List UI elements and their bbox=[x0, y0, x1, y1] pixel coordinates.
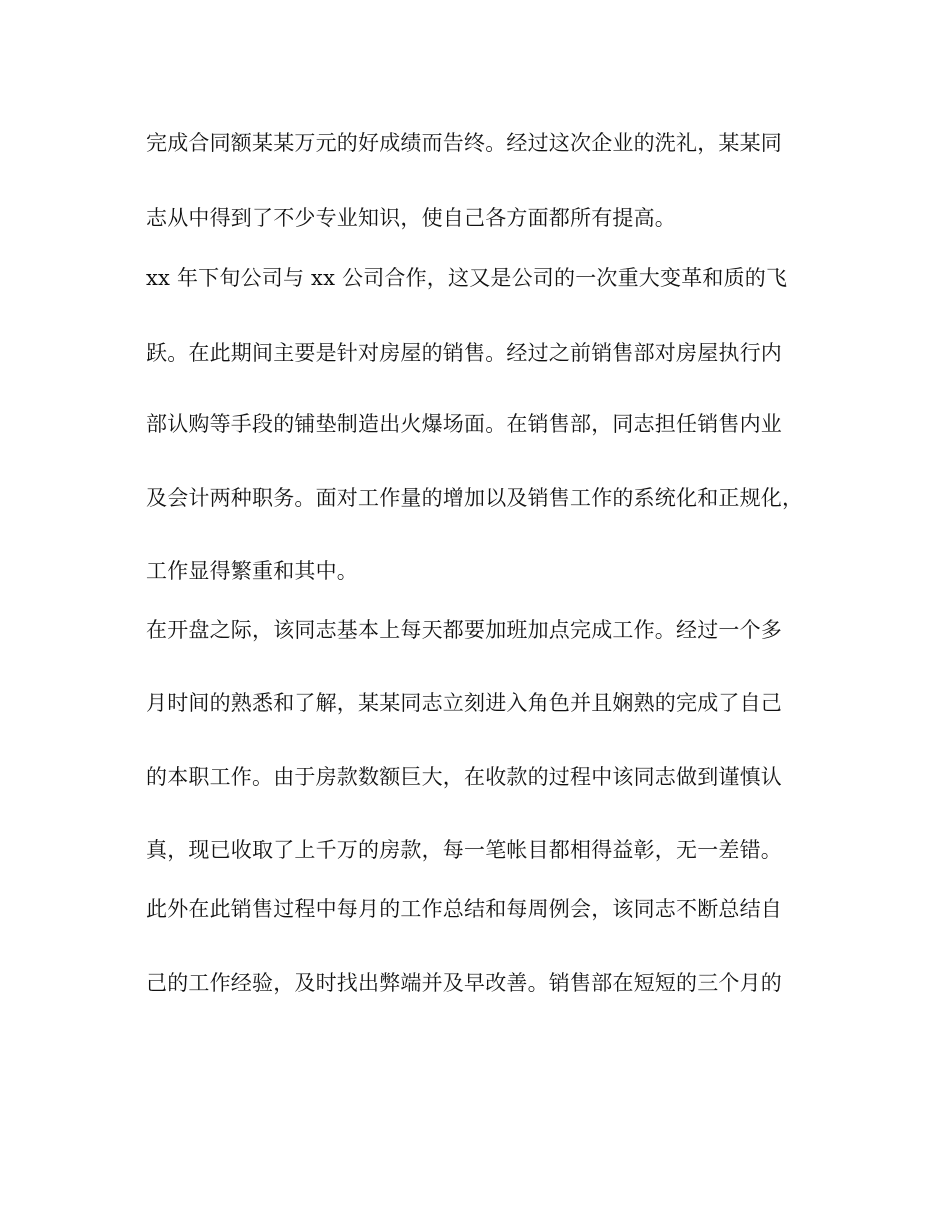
text-line: 志从中得到了不少专业知识，使自己各方面都所有提高。 bbox=[146, 206, 676, 230]
text-line: 完成合同额某某万元的好成绩而告终。经过这次企业的洗礼，某某同 bbox=[146, 131, 782, 155]
text-line: 的本职工作。由于房款数额巨大，在收款的过程中该同志做到谨慎认 bbox=[146, 765, 782, 789]
text-line: 在开盘之际，该同志基本上每天都要加班加点完成工作。经过一个多 bbox=[146, 618, 782, 642]
text-line: 跃。在此期间主要是针对房屋的销售。经过之前销售部对房屋执行内 bbox=[146, 341, 782, 365]
text-line: 己的工作经验，及时找出弊端并及早改善。销售部在短短的三个月的 bbox=[146, 971, 782, 995]
text-line: 月时间的熟悉和了解，某某同志立刻进入角色并且娴熟的完成了自己 bbox=[146, 691, 782, 715]
text-line: 部认购等手段的铺垫制造出火爆场面。在销售部，同志担任销售内业 bbox=[146, 412, 782, 436]
text-line: 工作显得繁重和其中。 bbox=[146, 559, 358, 583]
text-line: xx 年下旬公司与 xx 公司合作，这又是公司的一次重大变革和质的飞 bbox=[146, 266, 788, 290]
text-line: 此外在此销售过程中每月的工作总结和每周例会，该同志不断总结自 bbox=[146, 897, 782, 921]
text-line: 真，现已收取了上千万的房款，每一笔帐目都相得益彰，无一差错。 bbox=[146, 838, 782, 862]
text-line: 及会计两种职务。面对工作量的增加以及销售工作的系统化和正规化， bbox=[146, 486, 804, 510]
